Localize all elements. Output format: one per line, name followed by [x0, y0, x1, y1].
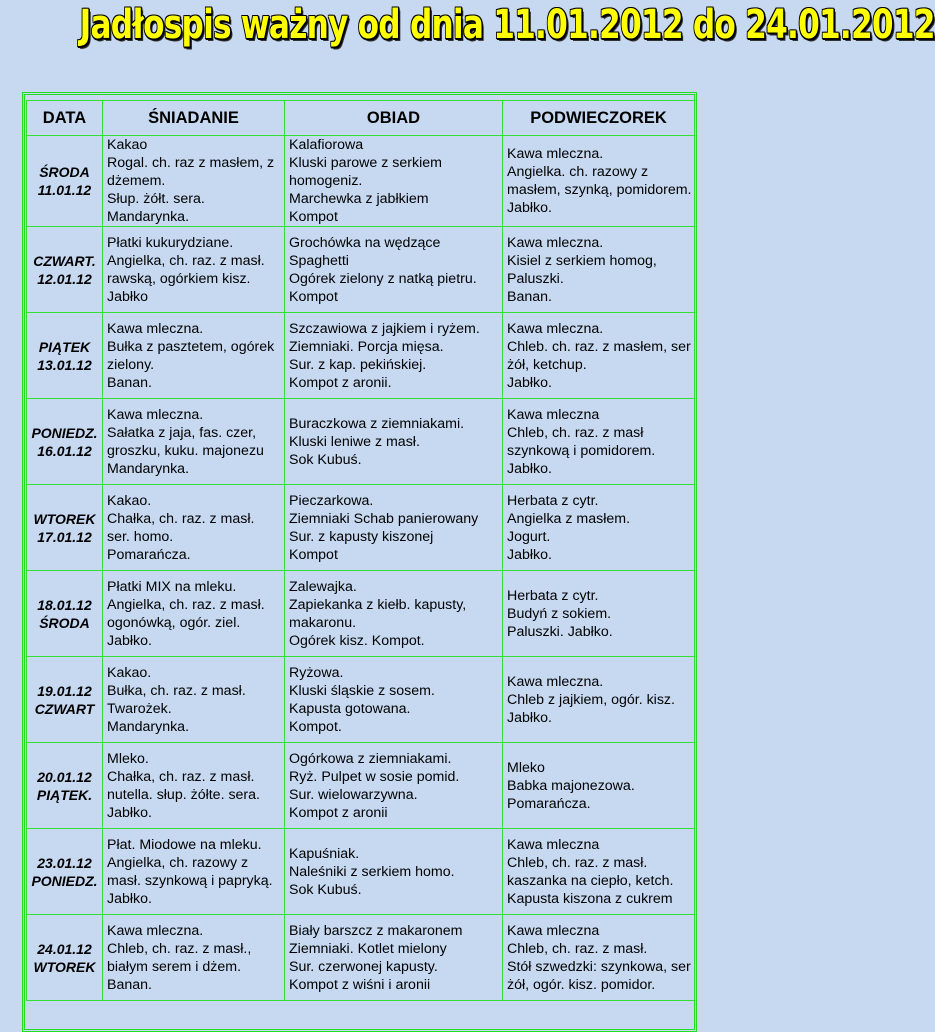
table-row: [27, 227, 695, 313]
breakfast-cell: Płatki kukurydziane. Angielka, ch. raz. z masł. rawską, ogórkiem kisz. Jabłko: [103, 227, 285, 313]
snack-cell: Kawa mleczna. Chleb. ch. raz. z masłem, ser żół, ketchup. Jabłko.: [503, 313, 695, 399]
snack-cell: Kawa mleczna. Angielka. ch. razowy z masłem, szynką, pomidorem. Jabłko.: [503, 136, 695, 227]
snack-cell: Kawa mleczna Chleb, ch. raz. z masł. Stół szwedzki: szynkowa, ser żół, ogór. kisz. pomidor.: [503, 915, 695, 1001]
lunch-cell: Szczawiowa z jajkiem i ryżem. Ziemniaki. Porcja mięsa. Sur. z kap. pekińskiej. Kompot z aronii.: [285, 313, 503, 399]
snack-cell: Kawa mleczna Chleb, ch. raz. z masł szynkową i pomidorem. Jabłko.: [503, 399, 695, 485]
date-cell: 19.01.12 CZWART: [27, 657, 103, 743]
snack-cell: Herbata z cytr. Angielka z masłem. Jogurt. Jabłko.: [503, 485, 695, 571]
breakfast-cell: Kakao. Chałka, ch. raz. z masł. ser. homo. Pomarańcza.: [103, 485, 285, 571]
table-row: [27, 657, 695, 743]
breakfast-cell: Kawa mleczna. Sałatka z jaja, fas. czer, groszku, kuku. majonezu Mandarynka.: [103, 399, 285, 485]
header-breakfast: ŚNIADANIE: [103, 101, 285, 136]
snack-cell: Kawa mleczna Chleb, ch. raz. z masł. kaszanka na ciepło, ketch. Kapusta kiszona z cukrem: [503, 829, 695, 915]
breakfast-cell: Kakao Rogal. ch. raz z masłem, z dżemem. Słup. żółt. sera. Mandarynka.: [103, 136, 285, 227]
table-row: [27, 399, 695, 485]
lunch-cell: Pieczarkowa. Ziemniaki Schab panierowany Sur. z kapusty kiszonej Kompot: [285, 485, 503, 571]
lunch-cell: Biały barszcz z makaronem Ziemniaki. Kotlet mielony Sur. czerwonej kapusty. Kompot z wiśni i aronii: [285, 915, 503, 1001]
lunch-cell: Kapuśniak. Naleśniki z serkiem homo. Sok Kubuś.: [285, 829, 503, 915]
lunch-cell: Zalewajka. Zapiekanka z kiełb. kapusty, makaronu. Ogórek kisz. Kompot.: [285, 571, 503, 657]
breakfast-cell: Płat. Miodowe na mleku. Angielka, ch. razowy z masł. szynkową i papryką. Jabłko.: [103, 829, 285, 915]
breakfast-cell: Płatki MIX na mleku. Angielka, ch. raz. z masł. ogonówką, ogór. ziel. Jabłko.: [103, 571, 285, 657]
header-lunch: OBIAD: [285, 101, 503, 136]
date-cell: PIĄTEK 13.01.12: [27, 313, 103, 399]
date-cell: 23.01.12 PONIEDZ.: [27, 829, 103, 915]
table-row: [27, 571, 695, 657]
table-row: [27, 313, 695, 399]
snack-cell: Kawa mleczna. Kisiel z serkiem homog, Paluszki. Banan.: [503, 227, 695, 313]
breakfast-cell: Kakao. Bułka, ch. raz. z masł. Twarożek. Mandarynka.: [103, 657, 285, 743]
lunch-cell: Ryżowa. Kluski śląskie z sosem. Kapusta gotowana. Kompot.: [285, 657, 503, 743]
breakfast-cell: Kawa mleczna. Bułka z pasztetem, ogórek zielony. Banan.: [103, 313, 285, 399]
table-row: [27, 743, 695, 829]
lunch-cell: Grochówka na wędzące Spaghetti Ogórek zielony z natką pietru. Kompot: [285, 227, 503, 313]
lunch-cell: Kalafiorowa Kluski parowe z serkiem homogeniz. Marchewka z jabłkiem Kompot: [285, 136, 503, 227]
table-row: [27, 136, 695, 227]
date-cell: ŚRODA 11.01.12: [27, 136, 103, 227]
snack-cell: Mleko Babka majonezowa. Pomarańcza.: [503, 743, 695, 829]
snack-cell: Kawa mleczna. Chleb z jajkiem, ogór. kisz. Jabłko.: [503, 657, 695, 743]
breakfast-cell: Kawa mleczna. Chleb, ch. raz. z masł., białym serem i dżem. Banan.: [103, 915, 285, 1001]
breakfast-cell: Mleko. Chałka, ch. raz. z masł. nutella. słup. żółte. sera. Jabłko.: [103, 743, 285, 829]
snack-cell: Herbata z cytr. Budyń z sokiem. Paluszki. Jabłko.: [503, 571, 695, 657]
header-date: DATA: [27, 101, 103, 136]
table-row: [27, 915, 695, 1001]
header-snack: PODWIECZOREK: [503, 101, 695, 136]
page-title: Jadłospis ważny od dnia 11.01.2012 do 24.01.2012: [79, 2, 935, 48]
header-row: [27, 101, 695, 136]
menu-table: [26, 100, 695, 1001]
date-cell: 20.01.12 PIĄTEK.: [27, 743, 103, 829]
date-cell: WTOREK 17.01.12: [27, 485, 103, 571]
table-row: [27, 829, 695, 915]
date-cell: CZWART. 12.01.12: [27, 227, 103, 313]
lunch-cell: Buraczkowa z ziemniakami. Kluski leniwe z masł. Sok Kubuś.: [285, 399, 503, 485]
date-cell: PONIEDZ. 16.01.12: [27, 399, 103, 485]
date-cell: 18.01.12 ŚRODA: [27, 571, 103, 657]
table-row: [27, 485, 695, 571]
lunch-cell: Ogórkowa z ziemniakami. Ryż. Pulpet w sosie pomid. Sur. wielowarzywna. Kompot z aronii: [285, 743, 503, 829]
date-cell: 24.01.12 WTOREK: [27, 915, 103, 1001]
